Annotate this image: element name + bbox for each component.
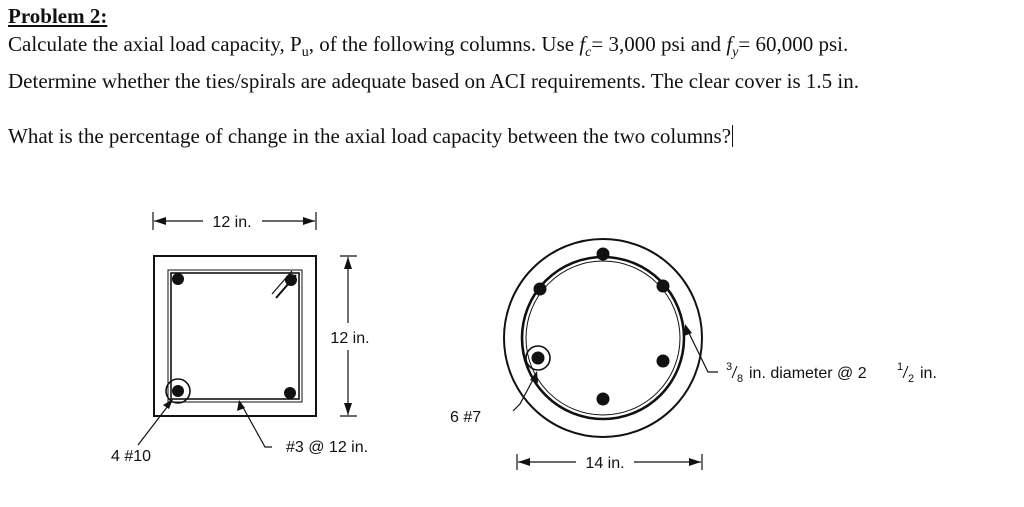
rebar-top-right — [285, 274, 297, 286]
spiral-frac-a-denominator: 8 — [737, 373, 744, 385]
circular-column-outline — [504, 239, 702, 437]
ties-label-leader — [240, 402, 272, 447]
fy-subscript: y — [732, 45, 739, 61]
spiral-frac-b-numerator: 1 — [897, 361, 904, 373]
spiral-label — [726, 361, 937, 385]
height-dim-arrow-bottom — [344, 403, 352, 415]
square-ties-label: #3 @ 12 in. — [286, 439, 369, 456]
diameter-dim-arrow-right — [689, 458, 701, 466]
rebar-bottom-left — [172, 385, 184, 397]
question-line[interactable] — [8, 124, 733, 149]
spiral-frac-b-denominator: 2 — [908, 373, 915, 385]
spiral-label-text: in. diameter @ 2 — [749, 365, 867, 382]
square-bars-label: 4 #10 — [111, 448, 152, 465]
problem-statement-line-2: Determine whether the ties/spirals are adequate based on ACI requirements. The clear cover is 1.5 in. — [8, 69, 859, 93]
square-tie-inner — [171, 273, 299, 399]
column-cross-sections-figure — [0, 190, 1024, 507]
problem-heading: Problem 2: — [8, 4, 108, 28]
line1-text-c: = 3,000 psi and — [591, 32, 727, 56]
problem-statement-line-1 — [8, 32, 848, 61]
square-height-label: 12 in. — [330, 330, 370, 347]
spiral-leader-arrow — [684, 324, 692, 336]
circular-bars-label: 6 #7 — [450, 409, 482, 426]
circular-column-section — [450, 239, 937, 472]
square-width-label: 12 in. — [212, 214, 252, 231]
rebar-spiral-lower-right — [657, 355, 670, 368]
height-dim-arrow-top — [344, 257, 352, 269]
rebar-spiral-bottom — [597, 393, 610, 406]
width-dim-arrow-left — [154, 217, 166, 225]
circular-diameter-label: 14 in. — [585, 455, 625, 472]
fc-symbol: $f_c$ — [579, 32, 592, 61]
spiral-frac-a-numerator: 3 — [726, 361, 733, 373]
square-column-section — [111, 212, 370, 465]
rebar-top-left — [172, 273, 184, 285]
spiral-label-unit: in. — [920, 365, 937, 382]
rebar-spiral-upper-left — [534, 283, 547, 296]
rebar-bottom-right — [284, 387, 296, 399]
text-caret — [732, 125, 733, 147]
line1-text-d: = 60,000 psi. — [738, 32, 849, 56]
width-dim-arrow-right — [303, 217, 315, 225]
rebar-spiral-upper-right — [657, 280, 670, 293]
pu-subscript: u — [301, 45, 309, 61]
question-text: What is the percentage of change in the axial load capacity between the two columns? — [8, 124, 732, 148]
line1-text-a: Calculate the axial load capacity, P — [8, 32, 302, 56]
fy-symbol: $f_y$ — [726, 32, 739, 61]
diameter-dim-arrow-left — [518, 458, 530, 466]
rebar-spiral-top — [597, 248, 610, 261]
line1-text-b: , of the following columns. Use — [308, 32, 580, 56]
rebar-spiral-lower-left — [532, 352, 545, 365]
fc-subscript: c — [585, 45, 592, 61]
